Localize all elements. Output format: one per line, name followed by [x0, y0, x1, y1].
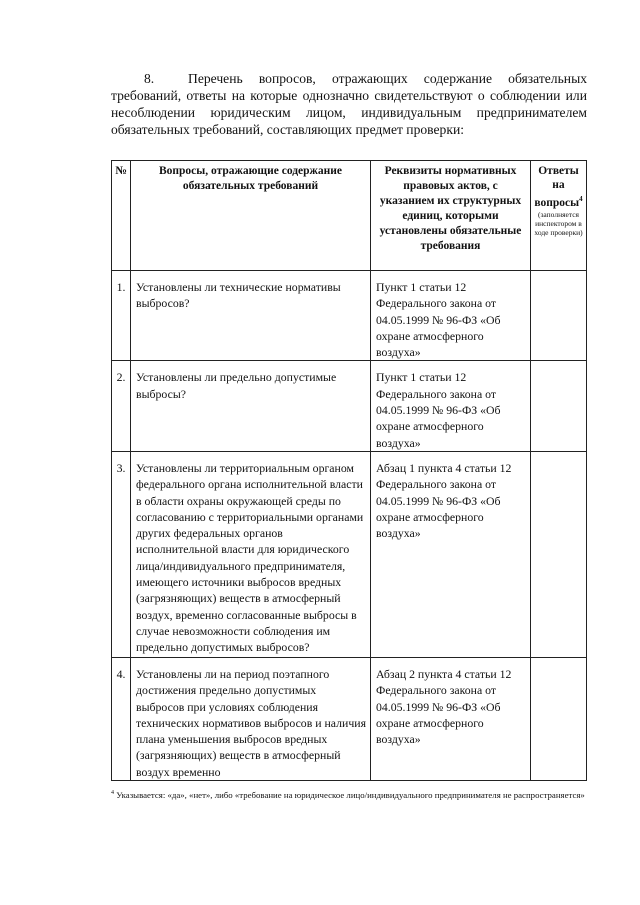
row-answer-cell[interactable] [531, 361, 587, 451]
table-row [112, 451, 587, 657]
header-num: № [112, 161, 131, 271]
row-num: 1. [112, 271, 131, 361]
intro-paragraph [111, 70, 587, 138]
row-answer-cell[interactable] [531, 271, 587, 361]
row-num: 2. [112, 361, 131, 451]
row-requisites: Абзац 1 пункта 4 статьи 12 Федерального закона от 04.05.1999 № 96-ФЗ «Об охране атмосферного воздуха» [371, 451, 531, 657]
table-header-row [112, 161, 587, 271]
header-answers [531, 161, 587, 271]
header-answers-note: (заполняется инспектором в ходе проверки) [534, 209, 583, 237]
row-requisites: Пункт 1 статьи 12 Федерального закона от 04.05.1999 № 96-ФЗ «Об охране атмосферного воздуха» [371, 361, 531, 451]
row-question: Установлены ли на период поэтапного достижения предельно допустимых выбросов при условиях соблюдения технических нормативов выбросов и наличия плана уменьшения выбросов вредных (загрязняющих) веществ в атмосферный воздух временно [131, 657, 371, 780]
row-question: Установлены ли территориальным органом федерального органа исполнительной власти в области охраны окружающей среды по согласованию с территориальными органами других федеральных органов исполнительной власти для юридического лица/индивидуального предпринимателя, имеющего источники выбросов вредных (загрязняющих) веществ в атмосферный воздух, временно согласованные выбросы в случае невозможности соблюдения им предельно допустимых выбросов? [131, 451, 371, 657]
requirements-table [111, 160, 587, 781]
row-answer-cell[interactable] [531, 657, 587, 780]
row-question: Установлены ли технические нормативы выбросов? [131, 271, 371, 361]
row-answer-cell[interactable] [531, 451, 587, 657]
footnote-ref: 4 [579, 195, 583, 203]
footnote-text: Указывается: «да», «нет», либо «требование на юридическое лицо/индивидуального предпринимателя не распространяется» [116, 789, 585, 800]
table-row [112, 657, 587, 780]
table-row [112, 361, 587, 451]
footnote-divider [111, 780, 256, 781]
row-requisites: Пункт 1 статьи 12 Федерального закона от 04.05.1999 № 96-ФЗ «Об охране атмосферного воздуха» [371, 271, 531, 361]
footnote [111, 787, 591, 801]
row-num: 4. [112, 657, 131, 780]
row-requisites: Абзац 2 пункта 4 статьи 12 Федерального закона от 04.05.1999 № 96-ФЗ «Об охране атмосферного воздуха» [371, 657, 531, 780]
row-question: Установлены ли предельно допустимые выбросы? [131, 361, 371, 451]
header-answers-label: Ответы на вопросы [534, 165, 580, 209]
header-requisites: Реквизиты нормативных правовых актов, с указанием их структурных единиц, которыми установлены обязательные требования [371, 161, 531, 271]
section-number: 8. [144, 71, 155, 86]
intro-text: Перечень вопросов, отражающих содержание обязательных требований, ответы на которые однозначно свидетельствуют о соблюдении или несоблюдении юридическим лицом, индивидуальным предпринимателем обязательных требований, составляющих предмет проверки: [111, 71, 587, 137]
row-num: 3. [112, 451, 131, 657]
header-question: Вопросы, отражающие содержание обязательных требований [131, 161, 371, 271]
footnote-mark: 4 [111, 790, 114, 796]
table-row [112, 271, 587, 361]
